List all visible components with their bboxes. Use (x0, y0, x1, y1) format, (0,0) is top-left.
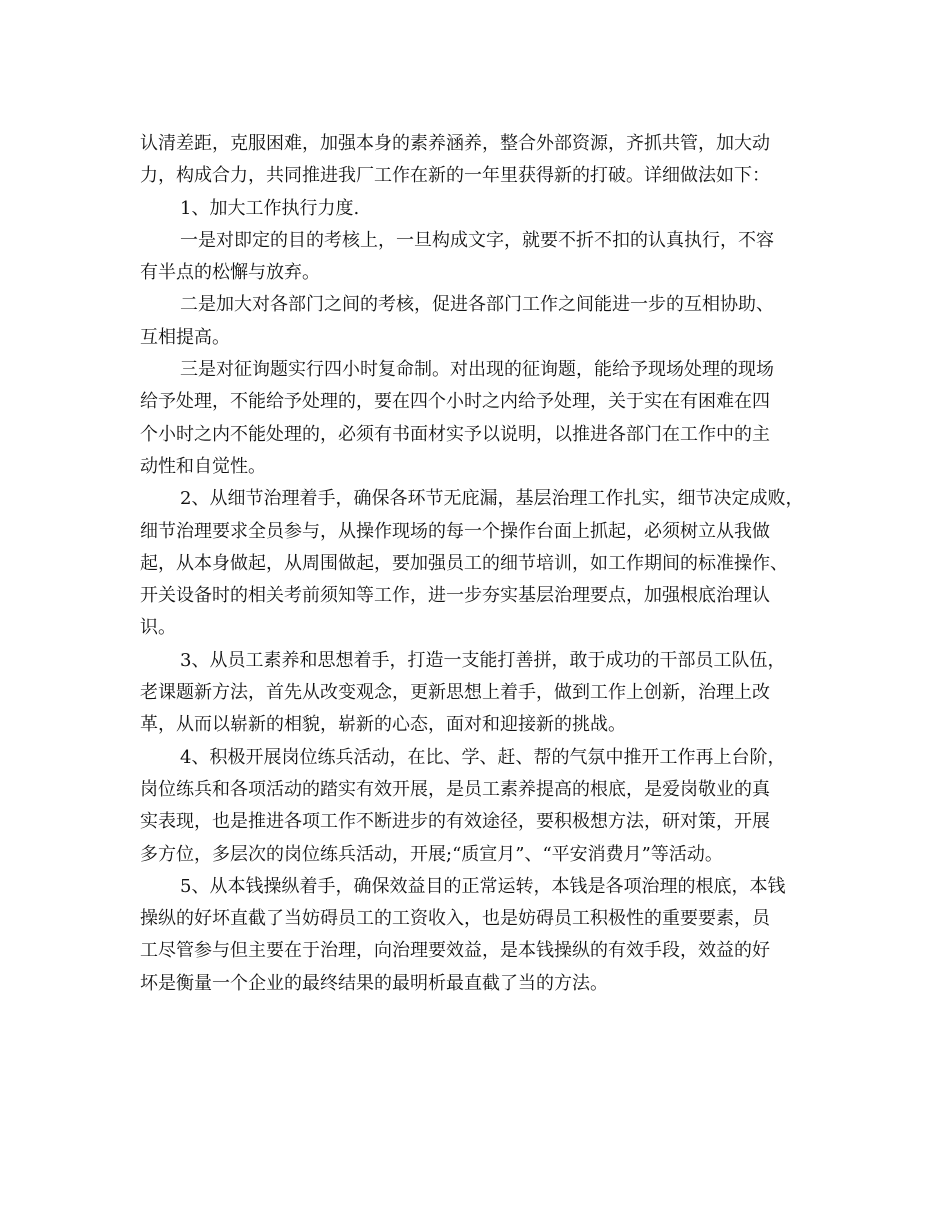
text-line: 开关设备时的相关考前须知等工作，进一步夯实基层治理要点，加强根底治理认 (140, 585, 770, 607)
text-line: 1、加大工作执行力度. (180, 197, 360, 219)
text-line: 个小时之内不能处理的，必须有书面材实予以说明，以推进各部门在工作中的主 (140, 423, 770, 445)
text-line: 给予处理，不能给予处理的，要在四个小时之内给予处理，关于实在有困难在四 (140, 391, 770, 413)
text-line: 5、从本钱操纵着手，确保效益目的正常运转，本钱是各项治理的根底，本钱 (180, 875, 786, 897)
text-line: 4、积极开展岗位练兵活动，在比、学、赶、帮的气氛中推开工作再上台阶， (180, 746, 786, 768)
text-line: 革，从而以崭新的相貌，崭新的心态，面对和迎接新的挑战。 (140, 714, 626, 736)
text-line: 3、从员工素养和思想着手，打造一支能打善拼，敢于成功的干部员工队伍， (180, 649, 786, 671)
text-line: 坏是衡量一个企业的最终结果的最明析最直截了当的方法。 (140, 972, 608, 994)
text-line: 二是加大对各部门之间的考核，促进各部门工作之间能进一步的互相协助、 (180, 294, 774, 316)
text-line: 操纵的好坏直截了当妨碍员工的工资收入，也是妨碍员工积极性的重要要素，员 (140, 908, 770, 930)
text-line: 一是对即定的目的考核上，一旦构成文字，就要不折不扣的认真执行，不容 (180, 229, 774, 251)
text-line: 力，构成合力，共同推进我厂工作在新的一年里获得新的打破。详细做法如下： (140, 165, 770, 187)
text-line: 细节治理要求全员参与，从操作现场的每一个操作台面上抓起，必须树立从我做 (140, 520, 770, 542)
text-line: 工尽管参与但主要在于治理，向治理要效益，是本钱操纵的有效手段，效益的好 (140, 940, 770, 962)
text-line: 动性和自觉性。 (140, 455, 266, 477)
text-line: 起，从本身做起，从周围做起，要加强员工的细节培训，如工作期间的标准操作、 (140, 552, 788, 574)
text-line: 互相提高。 (140, 326, 230, 348)
text-line: 认清差距，克服困难，加强本身的素养涵养，整合外部资源，齐抓共管，加大动 (140, 133, 770, 154)
text-line: 识。 (140, 617, 176, 639)
text-line: 有半点的松懈与放弃。 (140, 262, 320, 284)
text-line: 岗位练兵和各项活动的踏实有效开展，是员工素养提高的根底，是爱岗敬业的真 (140, 778, 770, 800)
text-line: 多方位，多层次的岗位练兵活动，开展;“质宣月”、“平安消费月”等活动。 (140, 843, 723, 865)
document-body (140, 128, 815, 1000)
text-line: 老课题新方法，首先从改变观念，更新思想上着手，做到工作上创新，治理上改 (140, 682, 770, 704)
text-line: 实表现，也是推进各项工作不断进步的有效途径，要积极想方法，研对策，开展 (140, 811, 770, 833)
text-line: 三是对征询题实行四小时复命制。对出现的征询题，能给予现场处理的现场 (180, 359, 774, 381)
text-line: 2、从细节治理着手，确保各环节无庇漏，基层治理工作扎实，细节决定成败， (180, 488, 804, 510)
